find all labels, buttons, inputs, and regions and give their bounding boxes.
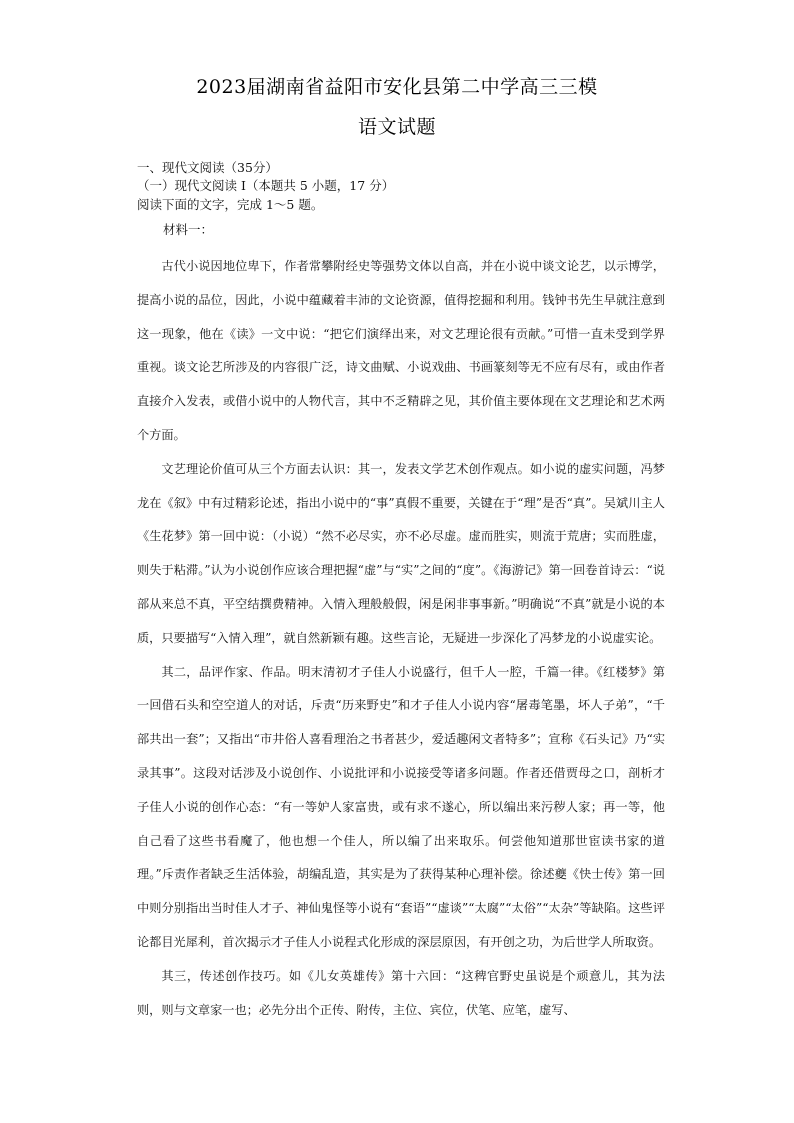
subsection-heading: （一）现代文阅读 I（本题共 5 小题，17 分）	[137, 178, 395, 193]
passage-paragraph-4: 其三，传述创作技巧。如《儿女英雄传》第十六回：“这稗官野史虽说是个顽意儿，其为法则，则与文章家一也；必先分出个正传、附传，主位、宾位，伏笔、应笔，虚写、	[137, 968, 665, 1017]
exam-subtitle: 语文试题	[357, 116, 436, 138]
passage-body	[137, 250, 665, 1027]
section-heading: 一、现代文阅读（35分）	[137, 160, 278, 175]
reading-instruction: 阅读下面的文字，完成 1～5 题。	[137, 197, 324, 212]
passage-paragraph-2: 文艺理论价值可从三个方面去认识：其一，发表文学艺术创作观点。如小说的虚实问题，冯梦龙在《叙》中有过精彩论述，指出小说中的“事”真假不重要，关键在于“理”是否“真”。吴斌川主人《生花梦》第一回中说：（小说）“然不必尽实，亦不必尽虚。虚而胜实，则流于荒唐；实而胜虚，则失于粘滞。”认为小说创作应该合理把握“虚”与“实”之间的“度”。《海游记》第一回卷首诗云：“说部从来总不真，平空结撰费精神。入情入理般般假，闲是闲非事事新。”明确说“不真”就是小说的本质，只要描写“入情入理”，就自然新颖有趣。这些言论，无疑进一步深化了冯梦龙的小说虚实论。	[137, 461, 665, 645]
material-label: 材料一：	[163, 222, 214, 237]
passage-paragraph-1: 古代小说因地位卑下，作者常攀附经史等强势文体以自高，并在小说中谈文论艺，以示博学，提高小说的品位，因此，小说中蕴藏着丰沛的文论资源，值得挖掘和利用。钱钟书先生早就注意到这一现象，他在《读》一文中说：“把它们演绎出来，对文艺理论很有贡献。”可惜一直未受到学界重视。谈文论艺所涉及的内容很广泛，诗文曲赋、小说戏曲、书画篆刻等无不应有尽有，或由作者直接介入发表，或借小说中的人物代言，其中不乏精辟之见，其价值主要体现在文艺理论和艺术两个方面。	[137, 259, 665, 442]
passage-paragraph-3: 其二，品评作家、作品。明末清初才子佳人小说盛行，但千人一腔，千篇一律。《红楼梦》第一回借石头和空空道人的对话，斥责“历来野史”和才子佳人小说内容“屠毒笔墨，坏人子弟”，“千部共出一套”；又指出“市井俗人喜看理治之书者甚少，爱适趣闲文者特多”；宣称《石头记》乃“实录其事”。这段对话涉及小说创作、小说批评和小说接受等诸多问题。作者还借贾母之口，剖析才子佳人小说的创作心态：“有一等妒人家富贵，或有求不遂心，所以编出来污秽人家；再一等，他自己看了这些书看魔了，他也想一个佳人，所以编了出来取乐。何尝他知道那世宦读书家的道理。”斥责作者缺乏生活体验，胡编乱造，其实是为了获得某种心理补偿。徐述夔《快士传》第一回中则分别指出当时佳人才子、神仙鬼怪等小说有“套语”“虚谈”“太腐”“太俗”“太杂”等缺陷。这些评论都目光犀利，首次揭示才子佳人小说程式化形成的深层原因，有开创之功，为后世学人所取资。	[137, 664, 665, 949]
exam-title: 2023届湖南省益阳市安化县第二中学高三三模	[196, 76, 598, 98]
